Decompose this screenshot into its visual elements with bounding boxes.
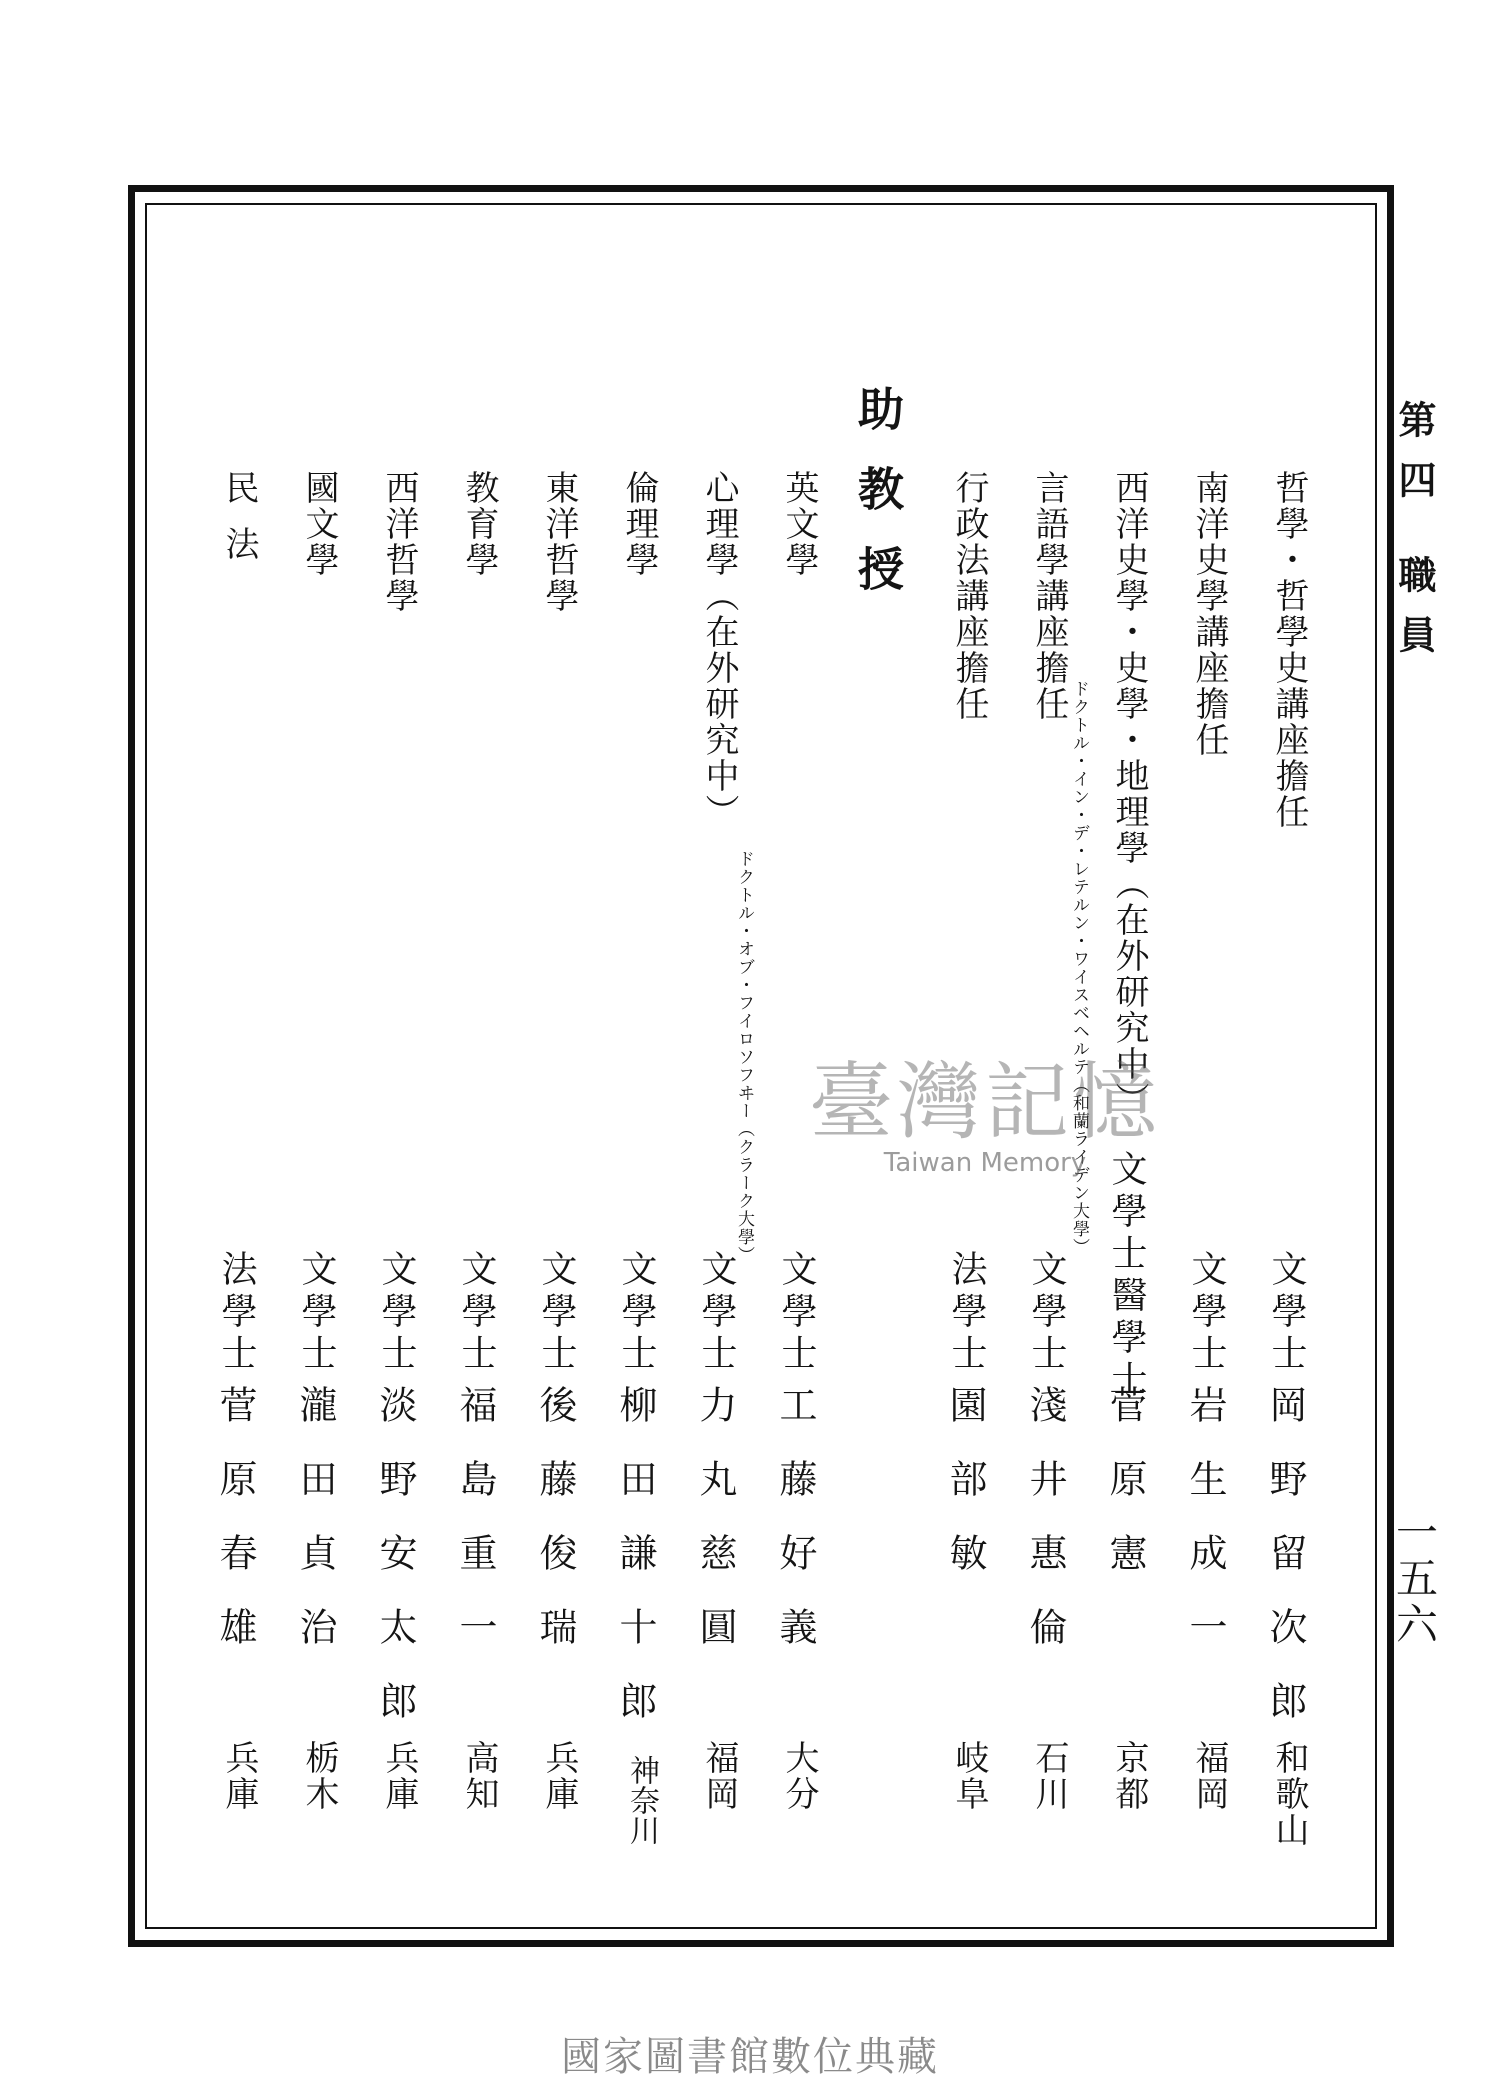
- entry-name: 岡野留次郎: [1263, 1385, 1307, 1755]
- entry-degree: 文學士: [296, 1250, 337, 1376]
- entry-degree: 文學士醫學士: [1106, 1150, 1147, 1402]
- entry-name: 淡野安太郎: [373, 1385, 417, 1755]
- entry-name: 工藤好義: [773, 1385, 817, 1681]
- entry-name: 柳田謙十郎: [613, 1385, 657, 1755]
- entry-field: 英文學: [779, 470, 819, 578]
- entry-degree: 文學士: [776, 1250, 817, 1376]
- entry-prefecture: 福岡: [1189, 1740, 1229, 1812]
- entry-prefecture: 岐阜: [949, 1740, 989, 1812]
- entry-prefecture: 大分: [779, 1740, 819, 1812]
- entry-degree: 文學士: [456, 1250, 497, 1376]
- entry-name: 岩生成一: [1183, 1385, 1227, 1681]
- entry-degree: 文學士: [616, 1250, 657, 1376]
- watermark-subtitle: Taiwan Memory: [883, 1148, 1087, 1178]
- entry-field: 心理學（在外研究中）: [699, 470, 739, 830]
- entry-name: 菅原春雄: [213, 1385, 257, 1681]
- entry-degree: 文學士: [1186, 1250, 1227, 1376]
- entry-field: 國文學: [299, 470, 339, 578]
- entry-degree: 法學士: [216, 1250, 257, 1376]
- entry-field: 西洋哲學: [379, 470, 419, 614]
- entry-prefecture: 京都: [1109, 1740, 1149, 1812]
- entry-prefecture: 神奈川: [624, 1755, 659, 1845]
- entry-prefecture: 石川: [1029, 1740, 1069, 1812]
- entry-name: 後藤俊瑞: [533, 1385, 577, 1681]
- entry-field: 南洋史學講座擔任: [1189, 470, 1229, 758]
- entry-prefecture: 和歌山: [1269, 1740, 1309, 1848]
- watermark: [755, 1053, 1215, 1178]
- entry-field: 東洋哲學: [539, 470, 579, 614]
- entry-prefecture: 栃木: [299, 1740, 339, 1812]
- entry-field: 言語學講座擔任: [1029, 470, 1069, 722]
- entry-degree: 文學士: [696, 1250, 737, 1376]
- entry-name: 菅原憲: [1103, 1385, 1147, 1607]
- entry-name: 淺井惠倫: [1023, 1385, 1067, 1681]
- entry-degree: 文學士: [1266, 1250, 1307, 1376]
- entry-field: 行政法講座擔任: [949, 470, 989, 722]
- entry-degree: 文學士: [536, 1250, 577, 1376]
- entry-field: 哲學・哲學史講座擔任: [1269, 470, 1309, 830]
- page-number: 一五六: [1390, 1510, 1439, 1648]
- entry-field: 民法: [219, 470, 259, 582]
- entry-note: ドクトル・イン・デ・レテルン・ワイスベヘルテ（和蘭ライデン大學）: [1069, 680, 1089, 1256]
- entry-name: 福島重一: [453, 1385, 497, 1681]
- entry-field: 西洋史學・史學・地理學（在外研究中）: [1109, 470, 1149, 1118]
- entry-prefecture: 兵庫: [219, 1740, 259, 1812]
- watermark-logo-text: 臺灣記憶: [808, 1053, 1161, 1151]
- entry-degree: 文學士: [376, 1250, 417, 1376]
- entry-name: 園部敏: [943, 1385, 987, 1607]
- entry-field: 教育學: [459, 470, 499, 578]
- footer-credit: 國家圖書館數位典藏: [561, 2034, 939, 2080]
- entry-prefecture: 高知: [459, 1740, 499, 1812]
- entry-note: ドクトル・オブ・フイロソフヰー（クラーク大學）: [734, 850, 754, 1264]
- entry-name: 力丸慈圓: [693, 1385, 737, 1681]
- section-title: 助教授: [851, 385, 905, 625]
- entry-degree: 文學士: [1026, 1250, 1067, 1376]
- entry-prefecture: 兵庫: [539, 1740, 579, 1812]
- running-head: 第四 職員: [1392, 400, 1437, 676]
- entry-field: 倫理學: [619, 470, 659, 578]
- entry-prefecture: 福岡: [699, 1740, 739, 1812]
- entry-degree: 法學士: [946, 1250, 987, 1376]
- entry-prefecture: 兵庫: [379, 1740, 419, 1812]
- entry-name: 瀧田貞治: [293, 1385, 337, 1681]
